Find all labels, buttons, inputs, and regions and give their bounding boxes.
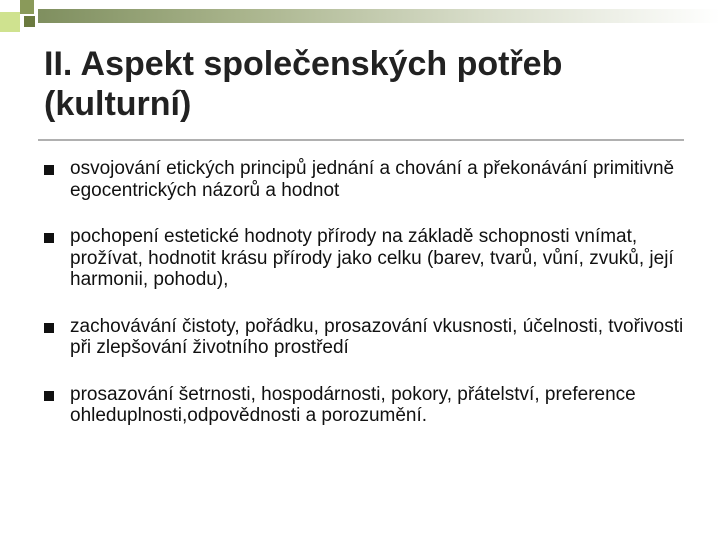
square-bullet-icon — [44, 391, 54, 401]
bullet-text: prosazování šetrnosti, hospodárnosti, pokory, přátelství, preference ohleduplnosti,odpovědnosti a porozumění. — [70, 383, 636, 426]
bullet-text: osvojování etických principů jednání a chování a překonávání primitivně egocentrických názorů a hodnot — [70, 158, 675, 201]
slide-title — [44, 44, 684, 124]
bullet-item — [44, 158, 694, 201]
slide-title-line2: (kulturní) — [44, 85, 192, 123]
title-divider — [38, 139, 684, 141]
bullet-text: pochopení estetické hodnoty přírody na základě schopnosti vnímat, prožívat, hodnotit krásu přírody jako celku (barev, tvarů, vůní, zvuků, její harmonii, pohodu), — [70, 226, 674, 290]
square-bullet-icon — [44, 165, 54, 175]
square-bullet-icon — [44, 323, 54, 333]
bullet-item — [44, 316, 694, 359]
square-bullet-icon — [44, 233, 54, 243]
header-gradient-bar — [38, 9, 720, 23]
decor-square-light-green — [0, 12, 20, 32]
bullet-list — [44, 158, 694, 452]
header-decoration — [0, 0, 720, 50]
bullet-text: zachovávání čistoty, pořádku, prosazování vkusnosti, účelnosti, tvořivosti při zlepšování životního prostředí — [70, 315, 684, 358]
decor-square-olive — [20, 0, 34, 14]
bullet-item — [44, 226, 694, 291]
slide-title-line1: II. Aspekt společenských potřeb — [44, 45, 563, 83]
decor-square-dark-olive — [24, 16, 35, 27]
bullet-item — [44, 384, 694, 427]
